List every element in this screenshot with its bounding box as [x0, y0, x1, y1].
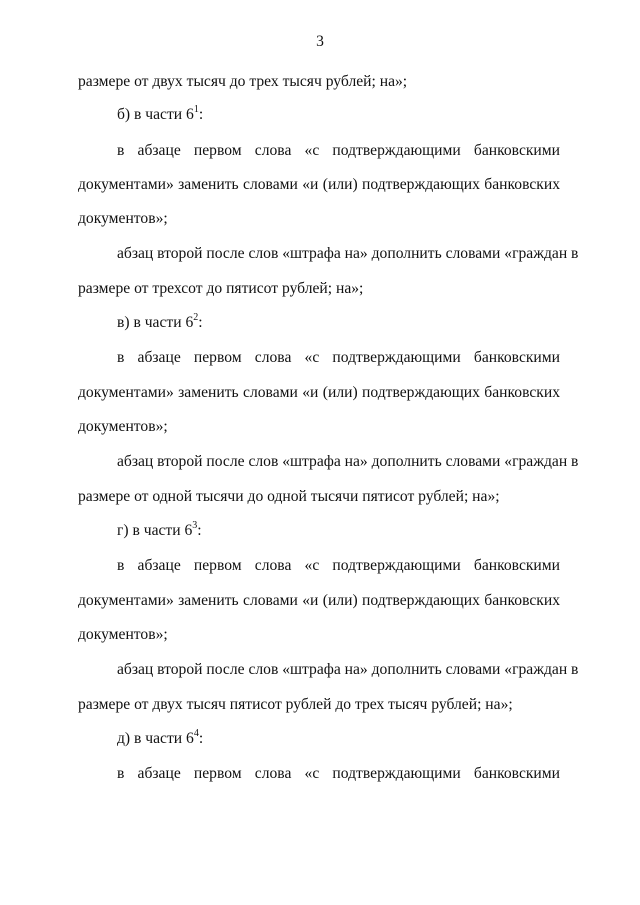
- text-line: в абзаце первом слова «с подтверждающими банковскими: [117, 349, 560, 366]
- list-item-v: [117, 312, 203, 331]
- list-item-d-superscript: 4: [193, 728, 199, 739]
- list-item-b-text: б) в части 6: [117, 106, 194, 123]
- text-line: абзац второй после слов «штрафа на» дополнить словами «граждан в: [117, 453, 579, 470]
- list-item-g: [117, 520, 202, 539]
- list-item-g-text: г) в части 6: [117, 522, 193, 539]
- text-line: размере от одной тысячи до одной тысячи пятисот рублей; на»;: [78, 488, 500, 505]
- text-line: документами» заменить словами «и (или) подтверждающих банковских: [78, 592, 560, 609]
- text-line: в абзаце первом слова «с подтверждающими банковскими: [117, 765, 560, 782]
- list-item-b: [117, 104, 204, 123]
- text-line: абзац второй после слов «штрафа на» дополнить словами «граждан в: [117, 661, 579, 678]
- text-line: документами» заменить словами «и (или) подтверждающих банковских: [78, 384, 560, 401]
- text-line: абзац второй после слов «штрафа на» дополнить словами «граждан в: [117, 245, 579, 262]
- list-item-b-superscript: 1: [193, 104, 199, 115]
- text-line: в абзаце первом слова «с подтверждающими банковскими: [117, 557, 560, 574]
- page-number: 3: [316, 33, 324, 50]
- list-item-b-colon: :: [198, 106, 204, 123]
- list-item-d-colon: :: [198, 730, 204, 747]
- list-item-d: [117, 728, 204, 747]
- text-line: документов»;: [78, 210, 168, 227]
- text-line: размере от двух тысяч пятисот рублей до трех тысяч рублей; на»;: [78, 696, 513, 713]
- text-line: в абзаце первом слова «с подтверждающими банковскими: [117, 142, 560, 159]
- list-item-v-text: в) в части 6: [117, 314, 194, 331]
- text-line: документами» заменить словами «и (или) подтверждающих банковских: [78, 176, 560, 193]
- list-item-g-superscript: 3: [192, 520, 198, 531]
- text-line: документов»;: [78, 626, 168, 643]
- list-item-g-colon: :: [197, 522, 202, 539]
- text-line: размере от двух тысяч до трех тысяч рублей; на»;: [78, 73, 408, 90]
- list-item-v-colon: :: [198, 314, 203, 331]
- text-line: документов»;: [78, 418, 168, 435]
- text-line: размере от трехсот до пятисот рублей; на»;: [78, 280, 364, 297]
- list-item-v-superscript: 2: [193, 312, 199, 323]
- list-item-d-text: д) в части 6: [117, 730, 194, 747]
